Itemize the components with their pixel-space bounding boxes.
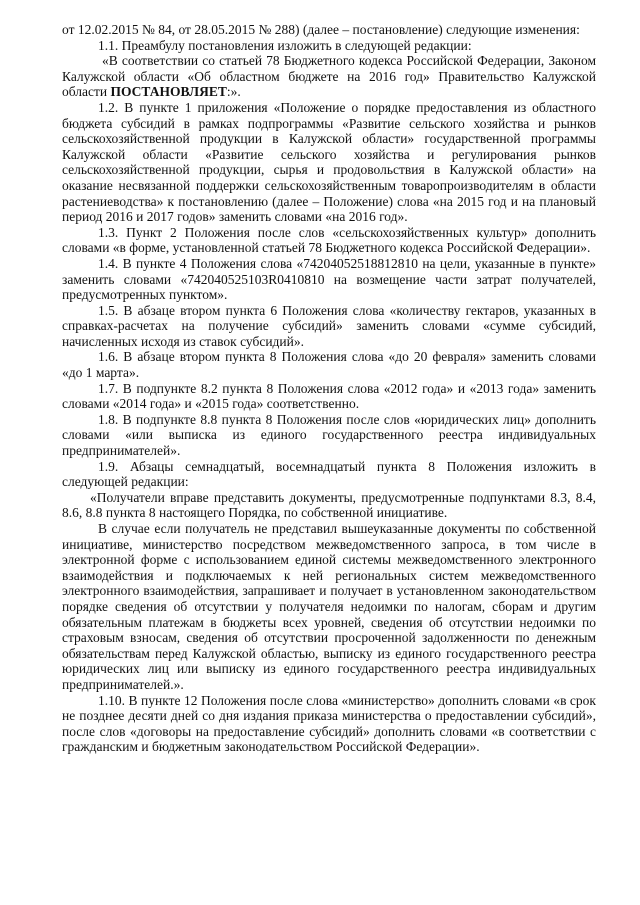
item-1-7: 1.7. В подпункте 8.2 пункта 8 Положения слова «2012 года» и «2013 года» заменить словами «2014 года» и «2015 года» соответственно. bbox=[62, 380, 596, 412]
item-1-9: 1.9. Абзацы семнадцатый, восемнадцатый пункта 8 Положения изложить в следующей редакции: bbox=[62, 458, 596, 490]
item-1-9-quote-2: В случае если получатель не представил вышеуказанные документы по собственной инициативе, министерство посредством межведомственного запроса, в том числе в электронной форме с использованием единой системы межведомственного электронного взаимодействия и подключаемых к ней региональных систем межведомственного электронного взаимодействия, запрашивает и получает в установленном законодательством порядке сведения об отсутствии у получателя недоимки по налогам, сборам и другим обязательным платежам в бюджеты всех уровней, сведения об отсутствии недоимки по страховым взносам, сведения об отсутствии просроченной задолженности по денежным обязательствам перед Калужской областью, выписку из единого государственного реестра юридических лиц или выписку из единого государственного реестра индивидуальных предпринимателей.». bbox=[62, 521, 596, 692]
item-1-9-quote-1: «Получатели вправе представить документы, предусмотренные подпунктами 8.3, 8.4, 8.6, 8.8 пункта 8 настоящего Порядка, по собственной инициативе. bbox=[62, 489, 596, 521]
item-1-2: 1.2. В пункте 1 приложения «Положение о порядке предоставления из областного бюджета субсидий в рамках подпрограммы «Развитие сельского хозяйства и рынков сельскохозяйственной продукции в Калужской области» государственной программы Калужской области «Развитие сельского хозяйства и регулирования рынков сельскохозяйственной продукции, сырья и продовольствия в Калужской области» на оказание несвязанной поддержки сельскохозяйственным товаропроизводителям в области растениеводства» к постановлению (далее – Положение) слова «на 2015 год и на плановый период 2016 и 2017 годов» заменить словами «на 2016 год». bbox=[62, 99, 596, 225]
item-1-8: 1.8. В подпункте 8.8 пункта 8 Положения после слов «юридических лиц» дополнить словами «или выписка из единого государственного реестра индивидуальных предпринимателей». bbox=[62, 411, 596, 459]
preamble-end: :». bbox=[226, 84, 241, 100]
item-1-3: 1.3. Пункт 2 Положения после слов «сельскохозяйственных культур» дополнить словами «в форме, установленной статьей 78 Бюджетного кодекса Российской Федерации». bbox=[62, 224, 596, 256]
item-1-10: 1.10. В пункте 12 Положения после слова «министерство» дополнить словами «в срок не позднее десяти дней со дня издания приказа министерства о предоставлении субсидий», после слов «договоры на предоставление субсидий» дополнить словами «в соответствии с гражданским и бюджетным законодательством Российской Федерации». bbox=[62, 692, 596, 755]
item-1-1-quote bbox=[62, 53, 596, 100]
document-page bbox=[62, 22, 596, 755]
preamble-decree-word: ПОСТАНОВЛЯЕТ bbox=[110, 84, 227, 100]
item-1-5: 1.5. В абзаце втором пункта 6 Положения слова «количеству гектаров, указанных в справках-расчетах на получение субсидий» заменить словами «сумме субсидий, начисленных исходя из ставок субсидий». bbox=[62, 302, 596, 349]
preamble-text: «В соответствии со статьей 78 Бюджетного кодекса Российской Федерации, Законом Калужской области «Об областном бюджете на 2016 год» Правительство Калужской области bbox=[62, 53, 596, 100]
intro-paragraph: от 12.02.2015 № 84, от 28.05.2015 № 288) (далее – постановление) следующие изменения: bbox=[62, 22, 580, 37]
item-1-4: 1.4. В пункте 4 Положения слова «74204052518812810 на цели, указанные в пункте» заменить словами «742040525103R0410810 на возмещение части затрат получателей, предусмотренных пунктом». bbox=[62, 255, 596, 303]
item-1-1: 1.1. Преамбулу постановления изложить в следующей редакции: bbox=[98, 37, 472, 53]
item-1-6: 1.6. В абзаце втором пункта 8 Положения слова «до 20 февраля» заменить словами «до 1 марта». bbox=[62, 349, 596, 381]
